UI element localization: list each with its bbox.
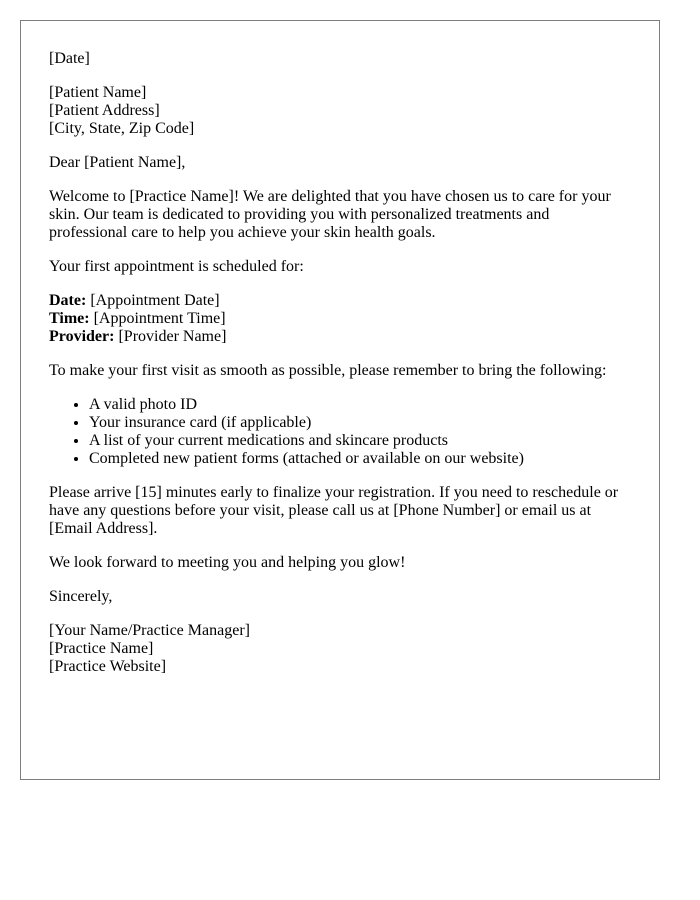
recipient-address: [Patient Address]	[49, 102, 160, 119]
salutation: Dear [Patient Name],	[49, 154, 186, 171]
letter-page	[20, 20, 660, 780]
signature-name: [Your Name/Practice Manager]	[49, 622, 250, 639]
appointment-intro: Your first appointment is scheduled for:	[49, 258, 304, 275]
signature-block	[49, 622, 631, 676]
appointment-date-label: Date:	[49, 292, 87, 309]
signature-website: [Practice Website]	[49, 658, 167, 675]
signature-practice: [Practice Name]	[49, 640, 154, 657]
appointment-date-value: [Appointment Date]	[86, 292, 220, 309]
list-item: • A valid photo ID	[89, 396, 631, 414]
appointment-date-row	[49, 292, 631, 310]
letter-date: [Date]	[49, 50, 90, 67]
recipient-name: [Patient Name]	[49, 84, 147, 101]
appointment-time-label: Time:	[49, 310, 90, 327]
welcome-paragraph: Welcome to [Practice Name]! We are delighted that you have chosen us to care for your skin. Our team is dedicated to providing you with personalized treatments and professional care to help you achieve your skin health goals.	[49, 188, 611, 241]
arrival-paragraph: Please arrive [15] minutes early to finalize your registration. If you need to reschedule or have any questions before your visit, please call us at [Phone Number] or email us at [Email Address].	[49, 484, 619, 537]
appointment-provider-value: [Provider Name]	[114, 328, 227, 345]
list-item: • Your insurance card (if applicable)	[89, 414, 631, 432]
recipient-city-state-zip: [City, State, Zip Code]	[49, 120, 195, 137]
closing-paragraph: We look forward to meeting you and helping you glow!	[49, 554, 406, 571]
appointment-provider-row	[49, 328, 631, 346]
list-item: • Completed new patient forms (attached or available on our website)	[89, 450, 631, 468]
appointment-provider-label: Provider:	[49, 328, 115, 345]
bring-list	[49, 396, 631, 468]
bring-intro: To make your first visit as smooth as possible, please remember to bring the following:	[49, 362, 607, 379]
sign-off: Sincerely,	[49, 588, 113, 605]
appointment-time-row	[49, 310, 631, 328]
list-item: • A list of your current medications and skincare products	[89, 432, 631, 450]
recipient-block	[49, 84, 631, 138]
appointment-details	[49, 292, 631, 346]
appointment-time-value: [Appointment Time]	[89, 310, 226, 327]
